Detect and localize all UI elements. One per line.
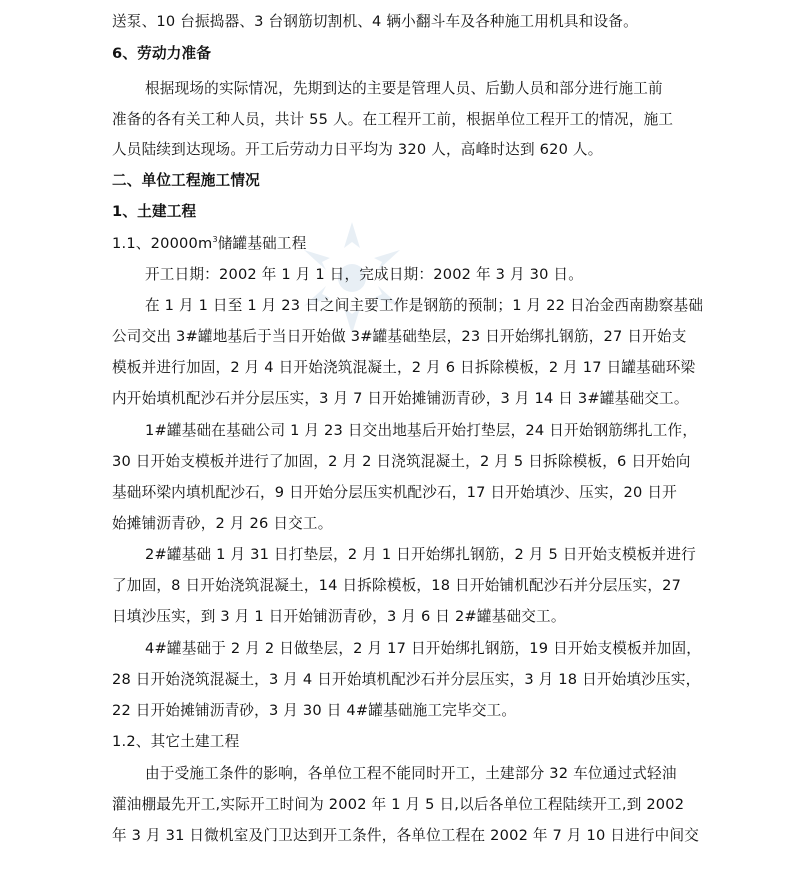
p2-line-4: 始摊铺沥青砂，2 月 26 日交工。	[112, 515, 333, 532]
p2-line-1: 1#罐基础在基础公司 1 月 23 日交出地基后开始打垫层，24 日开始钢筋绑扎工作，	[145, 422, 698, 439]
p1-line-2: 公司交出 3#罐地基后于当日开始做 3#罐基础垫层，23 日开始绑扎钢筋，27 日开始支	[112, 328, 687, 345]
p4-line-3: 22 日开始摊铺沥青砂，3 月 30 日 4#罐基础施工完毕交工。	[112, 702, 517, 719]
other-civil-line-3: 年 3 月 31 日微机室及门卫达到开工条件，各单位工程在 2002 年 7 月 10 日进行中间交	[112, 827, 700, 844]
labor-line-1: 根据现场的实际情况，先期到达的主要是管理人员、后勤人员和部分进行施工前	[145, 80, 663, 97]
civil-works-heading: 1、土建工程	[112, 203, 197, 220]
labor-line-2: 准备的各有关工种人员，共计 55 人。在工程开工前，根据单位工程开工的情况，施工	[112, 111, 674, 128]
p1-line-1: 在 1 月 1 日至 1 月 23 日之间主要工作是钢筋的预制；1 月 22 日冶金西南勘察基础	[145, 297, 704, 314]
other-civil-line-1: 由于受施工条件的影响，各单位工程不能同时开工，土建部分 32 车位通过式轻油	[145, 765, 677, 782]
heading-prefix: 1.1、20000m	[112, 235, 213, 252]
project-dates: 开工日期：2002 年 1 月 1 日，完成日期：2002 年 3 月 30 日。	[145, 266, 583, 283]
heading-suffix: 储罐基础工程	[217, 235, 307, 252]
section-2-heading: 二、单位工程施工情况	[112, 172, 260, 189]
equipment-line: 送泵、10 台振捣器、3 台钢筋切割机、4 辆小翻斗车及各种施工用机具和设备。	[112, 13, 638, 30]
p1-line-3: 模板并进行加固，2 月 4 日开始浇筑混凝土，2 月 6 日拆除模板，2 月 17 日罐基础环梁	[112, 359, 696, 376]
other-civil-line-2: 灌油棚最先开工,实际开工时间为 2002 年 1 月 5 日,以后各单位工程陆续开工,到 2002	[112, 796, 685, 813]
other-civil-heading: 1.2、其它土建工程	[112, 733, 240, 750]
p3-line-2: 了加固，8 日开始浇筑混凝土，14 日拆除模板，18 日开始铺机配沙石并分层压实，27	[112, 577, 682, 594]
heading-superscript: 3	[212, 235, 218, 244]
tank-foundation-heading	[112, 234, 712, 254]
labor-line-3: 人员陆续到达现场。开工后劳动力日平均为 320 人，高峰时达到 620 人。	[112, 141, 603, 158]
labor-heading: 6、劳动力准备	[112, 45, 212, 62]
p2-line-2: 30 日开始支模板并进行了加固，2 月 2 日浇筑混凝土，2 月 5 日拆除模板，6 日开始向	[112, 453, 691, 470]
p4-line-1: 4#罐基础于 2 月 2 日做垫层，2 月 17 日开始绑扎钢筋，19 日开始支模板并加固，	[145, 640, 702, 657]
p3-line-3: 日填沙压实，到 3 月 1 日开始铺沥青砂，3 月 6 日 2#罐基础交工。	[112, 608, 566, 625]
p1-line-4: 内开始填机配沙石并分层压实，3 月 7 日开始摊铺沥青砂，3 月 14 日 3#罐基础交工。	[112, 390, 689, 407]
p2-line-3: 基础环梁内填机配沙石，9 日开始分层压实机配沙石，17 日开始填沙、压实，20 日开	[112, 484, 677, 501]
p4-line-2: 28 日开始浇筑混凝土，3 月 4 日开始填机配沙石并分层压实，3 月 18 日开始填沙压实，	[112, 671, 701, 688]
p3-line-1: 2#罐基础 1 月 31 日打垫层，2 月 1 日开始绑扎钢筋，2 月 5 日开始支模板并进行	[145, 546, 696, 563]
